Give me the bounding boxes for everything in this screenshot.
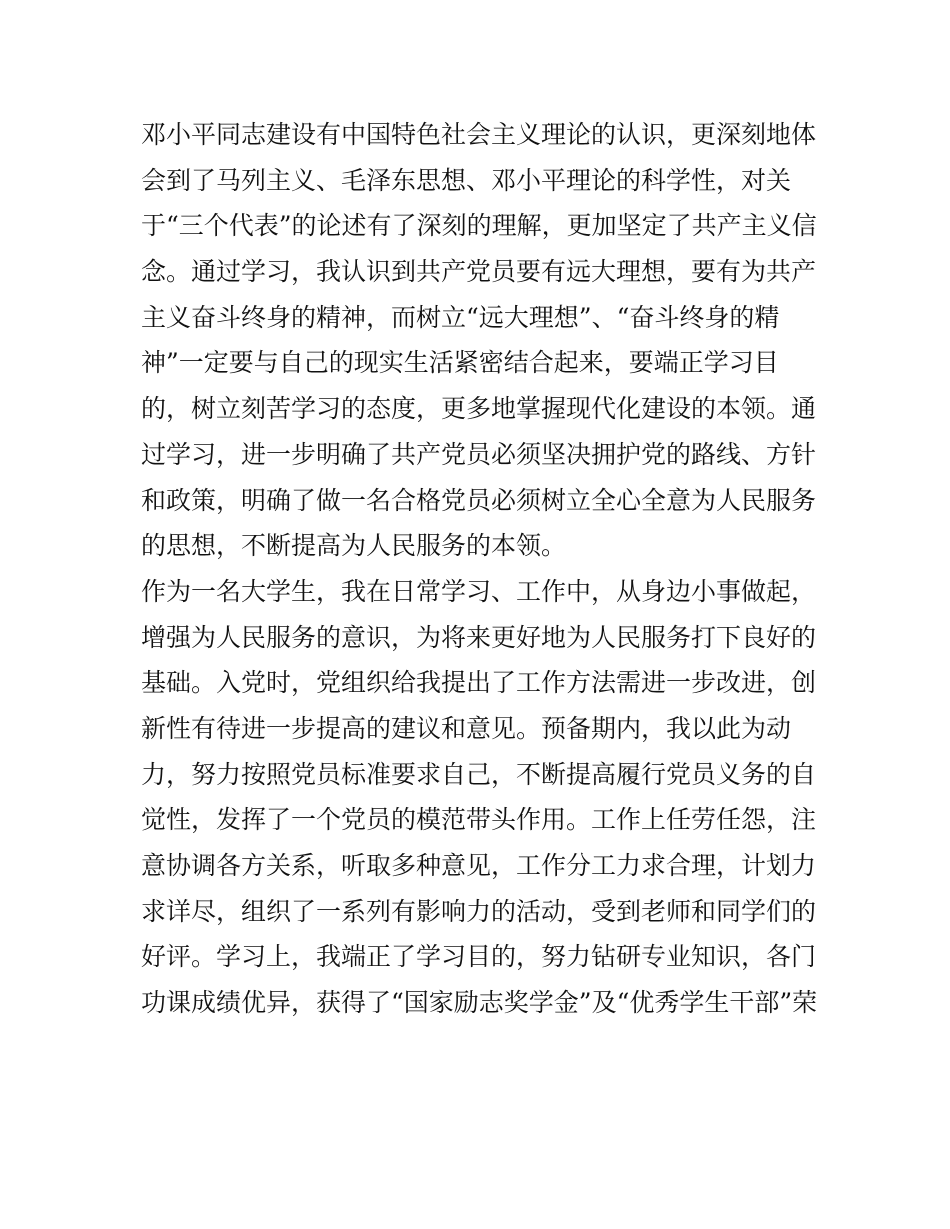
- text-line: 邓小平同志建设有中国特色社会主义理论的认识，更深刻地体: [141, 120, 817, 149]
- text-line: 的，树立刻苦学习的态度，更多地掌握现代化建设的本领。通: [141, 394, 817, 424]
- text-line: 求详尽，组织了一系列有影响力的活动，受到老师和同学们的: [141, 896, 817, 926]
- text-line: 于“三个代表”的论述有了深刻的理解，更加坚定了共产主义信: [141, 211, 817, 241]
- text-line: 过学习，进一步明确了共产党员必须坚决拥护党的路线、方针: [141, 439, 817, 469]
- text-line: 基础。入党时，党组织给我提出了工作方法需进一步改进，创: [141, 668, 817, 698]
- text-line: 的思想，不断提高为人民服务的本领。: [141, 531, 567, 561]
- text-line: 增强为人民服务的意识，为将来更好地为人民服务打下良好的: [141, 622, 817, 652]
- text-line: 力，努力按照党员标准要求自己，不断提高履行党员义务的自: [141, 759, 817, 789]
- body-text: [141, 112, 821, 1026]
- text-line: 觉性，发挥了一个党员的模范带头作用。工作上任劳任怨，注: [141, 805, 817, 835]
- text-line: 新性有待进一步提高的建议和意见。预备期内，我以此为动: [141, 713, 792, 743]
- text-line: 神”一定要与自己的现实生活紧密结合起来，要端正学习目: [141, 348, 779, 378]
- text-line: 作为一名大学生，我在日常学习、工作中，从身边小事做起，: [141, 576, 817, 606]
- text-line: 会到了马列主义、毛泽东思想、邓小平理论的科学性，对关: [141, 165, 792, 195]
- text-line: 好评。学习上，我端正了学习目的，努力钻研专业知识，各门: [141, 942, 817, 972]
- text-line: 主义奋斗终身的精神，而树立“远大理想”、“奋斗终身的精: [141, 302, 780, 332]
- text-line: 功课成绩优异，获得了“国家励志奖学金”及“优秀学生干部”荣: [141, 988, 818, 1018]
- text-line: 意协调各方关系，听取多种意见，工作分工力求合理，计划力: [141, 851, 817, 880]
- text-line: 念。通过学习，我认识到共产党员要有远大理想，要有为共产: [141, 257, 817, 287]
- text-line: 和政策，明确了做一名合格党员必须树立全心全意为人民服务: [141, 485, 817, 515]
